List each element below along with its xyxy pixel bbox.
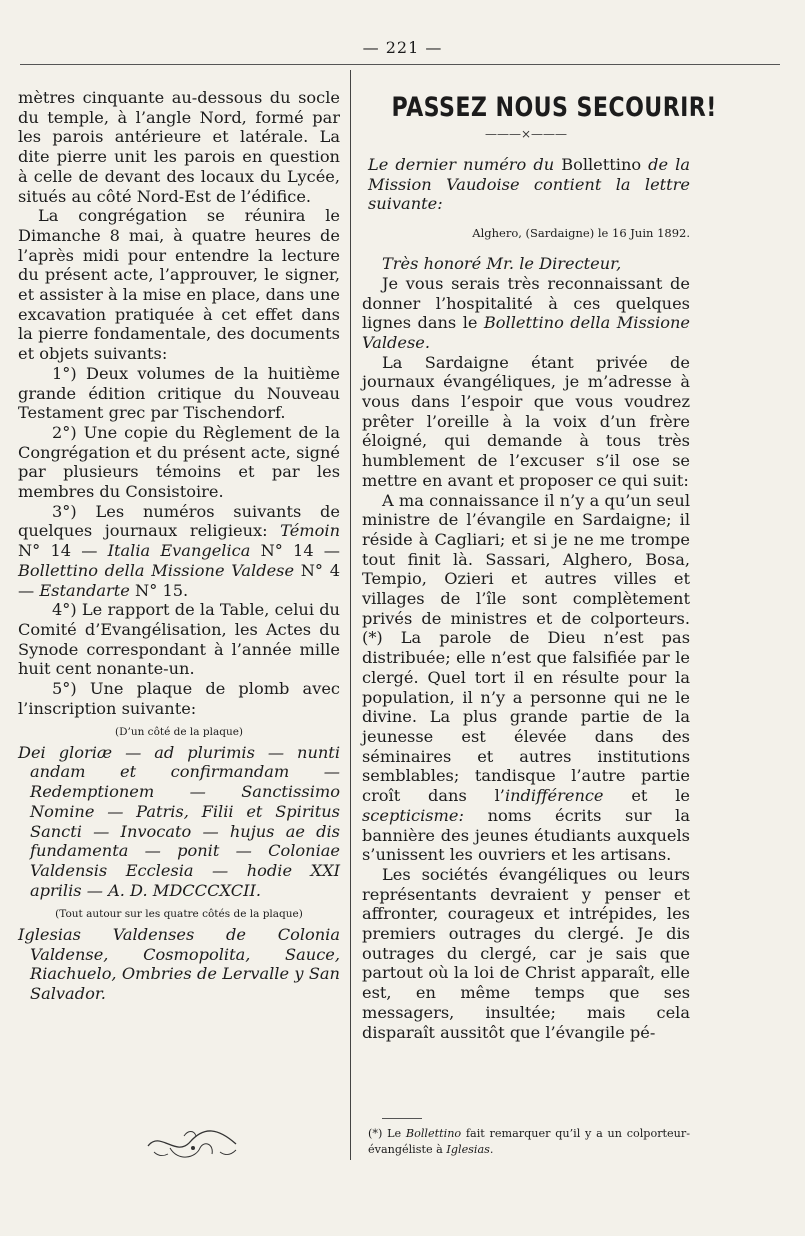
- paragraph: mètres cinquante au-dessous du socle du temple, à l’angle Nord, formé par les parois antérieure et latérale. La dite pierre unit les parois en question à celle de devant des locaux du Lycée, situés au côté Nord-Est de l’édifice.: [18, 88, 340, 206]
- page-number: — 221 —: [362, 38, 443, 57]
- paragraph: Les sociétés évangéliques ou leurs représentants devraient y penser et affronter, courageux et intrépides, les premiers outrages du clergé. Je dis outrages du clergé, car je sais que partout où la loi de Christ apparaît, elle est, en même temps que ses messagers, insultée; mais cela disparaît aussitôt que l’évangile pé-: [362, 864, 690, 1042]
- spanish-inscription: Iglesias Valdenses de Colonia Valdense, Cosmopolita, Sauce, Riachuelo, Ombries de Lervalle y San Salvador.: [18, 924, 340, 1004]
- latin-inscription: Dei gloriæ — ad plurimis — nunti andam et confirmandam — Redemptionem — Sanctissimo Nomine — Patris, Filii et Spiritus Sancti — Invocato — hujus ae dis fundamenta — ponit — Coloniae Valdensis Ecclesia — hodie XXI aprilis — A. D. MDCCCXCII.: [18, 742, 340, 901]
- list-item: 5°) Une plaque de plomb avec l’inscription suivante:: [18, 679, 340, 718]
- paragraph: [362, 491, 690, 865]
- article-intro: [362, 155, 690, 214]
- plaque-caption-sides: (Tout autour sur les quatre côtés de la plaque): [55, 907, 303, 920]
- article-headline: PASSEZ NOUS SECOURIR!: [391, 92, 717, 123]
- footnote-pre: (*) Le: [368, 1127, 406, 1140]
- p3-text-b: et le: [603, 786, 690, 806]
- p3-scepticism: scepticisme:: [362, 805, 464, 825]
- flourish-ornament-icon: [140, 1118, 250, 1168]
- footnote-rule: [382, 1118, 422, 1119]
- journal-bollettino: Bollettino della Missione Valdese: [18, 560, 295, 580]
- p3-text-c: noms écrits sur la bannière des jeunes étudiants auxquels s’unissent les ouvriers et les artisans.: [362, 805, 690, 865]
- column-separator: [350, 70, 351, 1160]
- item3-pre: 3°) Les numéros suivants de quelques journaux religieux:: [18, 501, 340, 541]
- journal-estandarte: Estandarte: [39, 580, 130, 600]
- list-item: 1°) Deux volumes de la huitième grande édition critique du Nouveau Testament grec par Tischendorf.: [18, 363, 340, 423]
- list-item: [18, 502, 340, 601]
- p3-text-a: A ma connaissance il n’y a qu’un seul ministre de l’évangile en Sardaigne; il réside à Cagliari; et si je ne me trompe tout finit là. Sassari, Alghero, Bosa, Tempio, Ozieri et autres villes et villages de l’île sont complètement privés de ministres et de colporteurs.(*) La parole de Dieu n’est pas distribuée; elle n’est que falsifiée par le clergé. Quel tort il en résulte pour la population, il n’y a personne qui ne le divine. La plus grande partie de la jeunesse est élevée dans des séminaires et autres institutions semblables; tandisque l’autre partie croît dans l’: [362, 490, 690, 806]
- p3-indifference: indifférence: [504, 786, 604, 806]
- item3-mid3: N° 4 —: [18, 560, 340, 600]
- footnote-italic: Bollettino: [405, 1127, 462, 1140]
- footnote-italic-place: Iglesias.: [446, 1143, 494, 1156]
- left-column: [18, 88, 340, 1004]
- item3-mid2: N° 14 —: [250, 541, 340, 561]
- footnote-mid: fait remarquer qu’il y a un colporteur-évangéliste à: [368, 1127, 690, 1156]
- plaque-caption-front: (D’un côté de la plaque): [114, 725, 244, 738]
- intro-bollettino: Bollettino: [561, 155, 642, 174]
- paragraph: La congrégation se réunira le Dimanche 8 mai, à quatre heures de l’après midi pour entendre la lecture du présent acte, l’approuver, le signer, et assister à la mise en place, dans une excavation pratiquée à cet effet dans la pierre fondamentale, des documents et objets suivants:: [18, 206, 340, 364]
- item3-mid1: N° 14 —: [18, 541, 108, 561]
- right-column: [362, 88, 717, 1042]
- item3-end: N° 15.: [129, 580, 189, 600]
- footnote: [368, 1126, 690, 1158]
- p1-text: Je vous serais très reconnaissant de donner l’hospitalité à ces quelques lignes dans le: [362, 273, 690, 333]
- paragraph: La Sardaigne étant privée de journaux évangéliques, je m’adresse à vous dans l’espoir que vous voudrez prêter l’oreille à la voix d’un frère éloigné, qui demande à tous très humblement de l’excuser s’il ose se mettre en avant et proposer ce qui suit:: [362, 352, 690, 490]
- list-item: 2°) Une copie du Règlement de la Congrégation et du présent acte, signé par plusieurs témoins et par les membres du Consistoire.: [18, 422, 340, 502]
- journal-temoin: Témoin: [280, 521, 340, 541]
- letter-dateline: Alghero, (Sardaigne) le 16 Juin 1892.: [472, 226, 690, 241]
- p1-italic: Bollettino della Missione Valdese.: [362, 313, 690, 352]
- letter-greeting: Très honoré Mr. le Directeur,: [382, 254, 622, 274]
- intro-post: de la Mission Vaudoise contient la lettre suivante:: [368, 155, 690, 214]
- paragraph: [362, 274, 690, 353]
- intro-pre: Le dernier numéro du: [368, 155, 562, 174]
- list-item: 4°) Le rapport de la Table, celui du Comité d’Evangélisation, les Actes du Synode correspondant à l’année mille huit cent nonante-un.: [18, 600, 340, 679]
- top-rule: [20, 64, 780, 65]
- journal-italia: Italia Evangelica: [107, 541, 251, 561]
- headline-ornament: ———×———: [484, 127, 568, 141]
